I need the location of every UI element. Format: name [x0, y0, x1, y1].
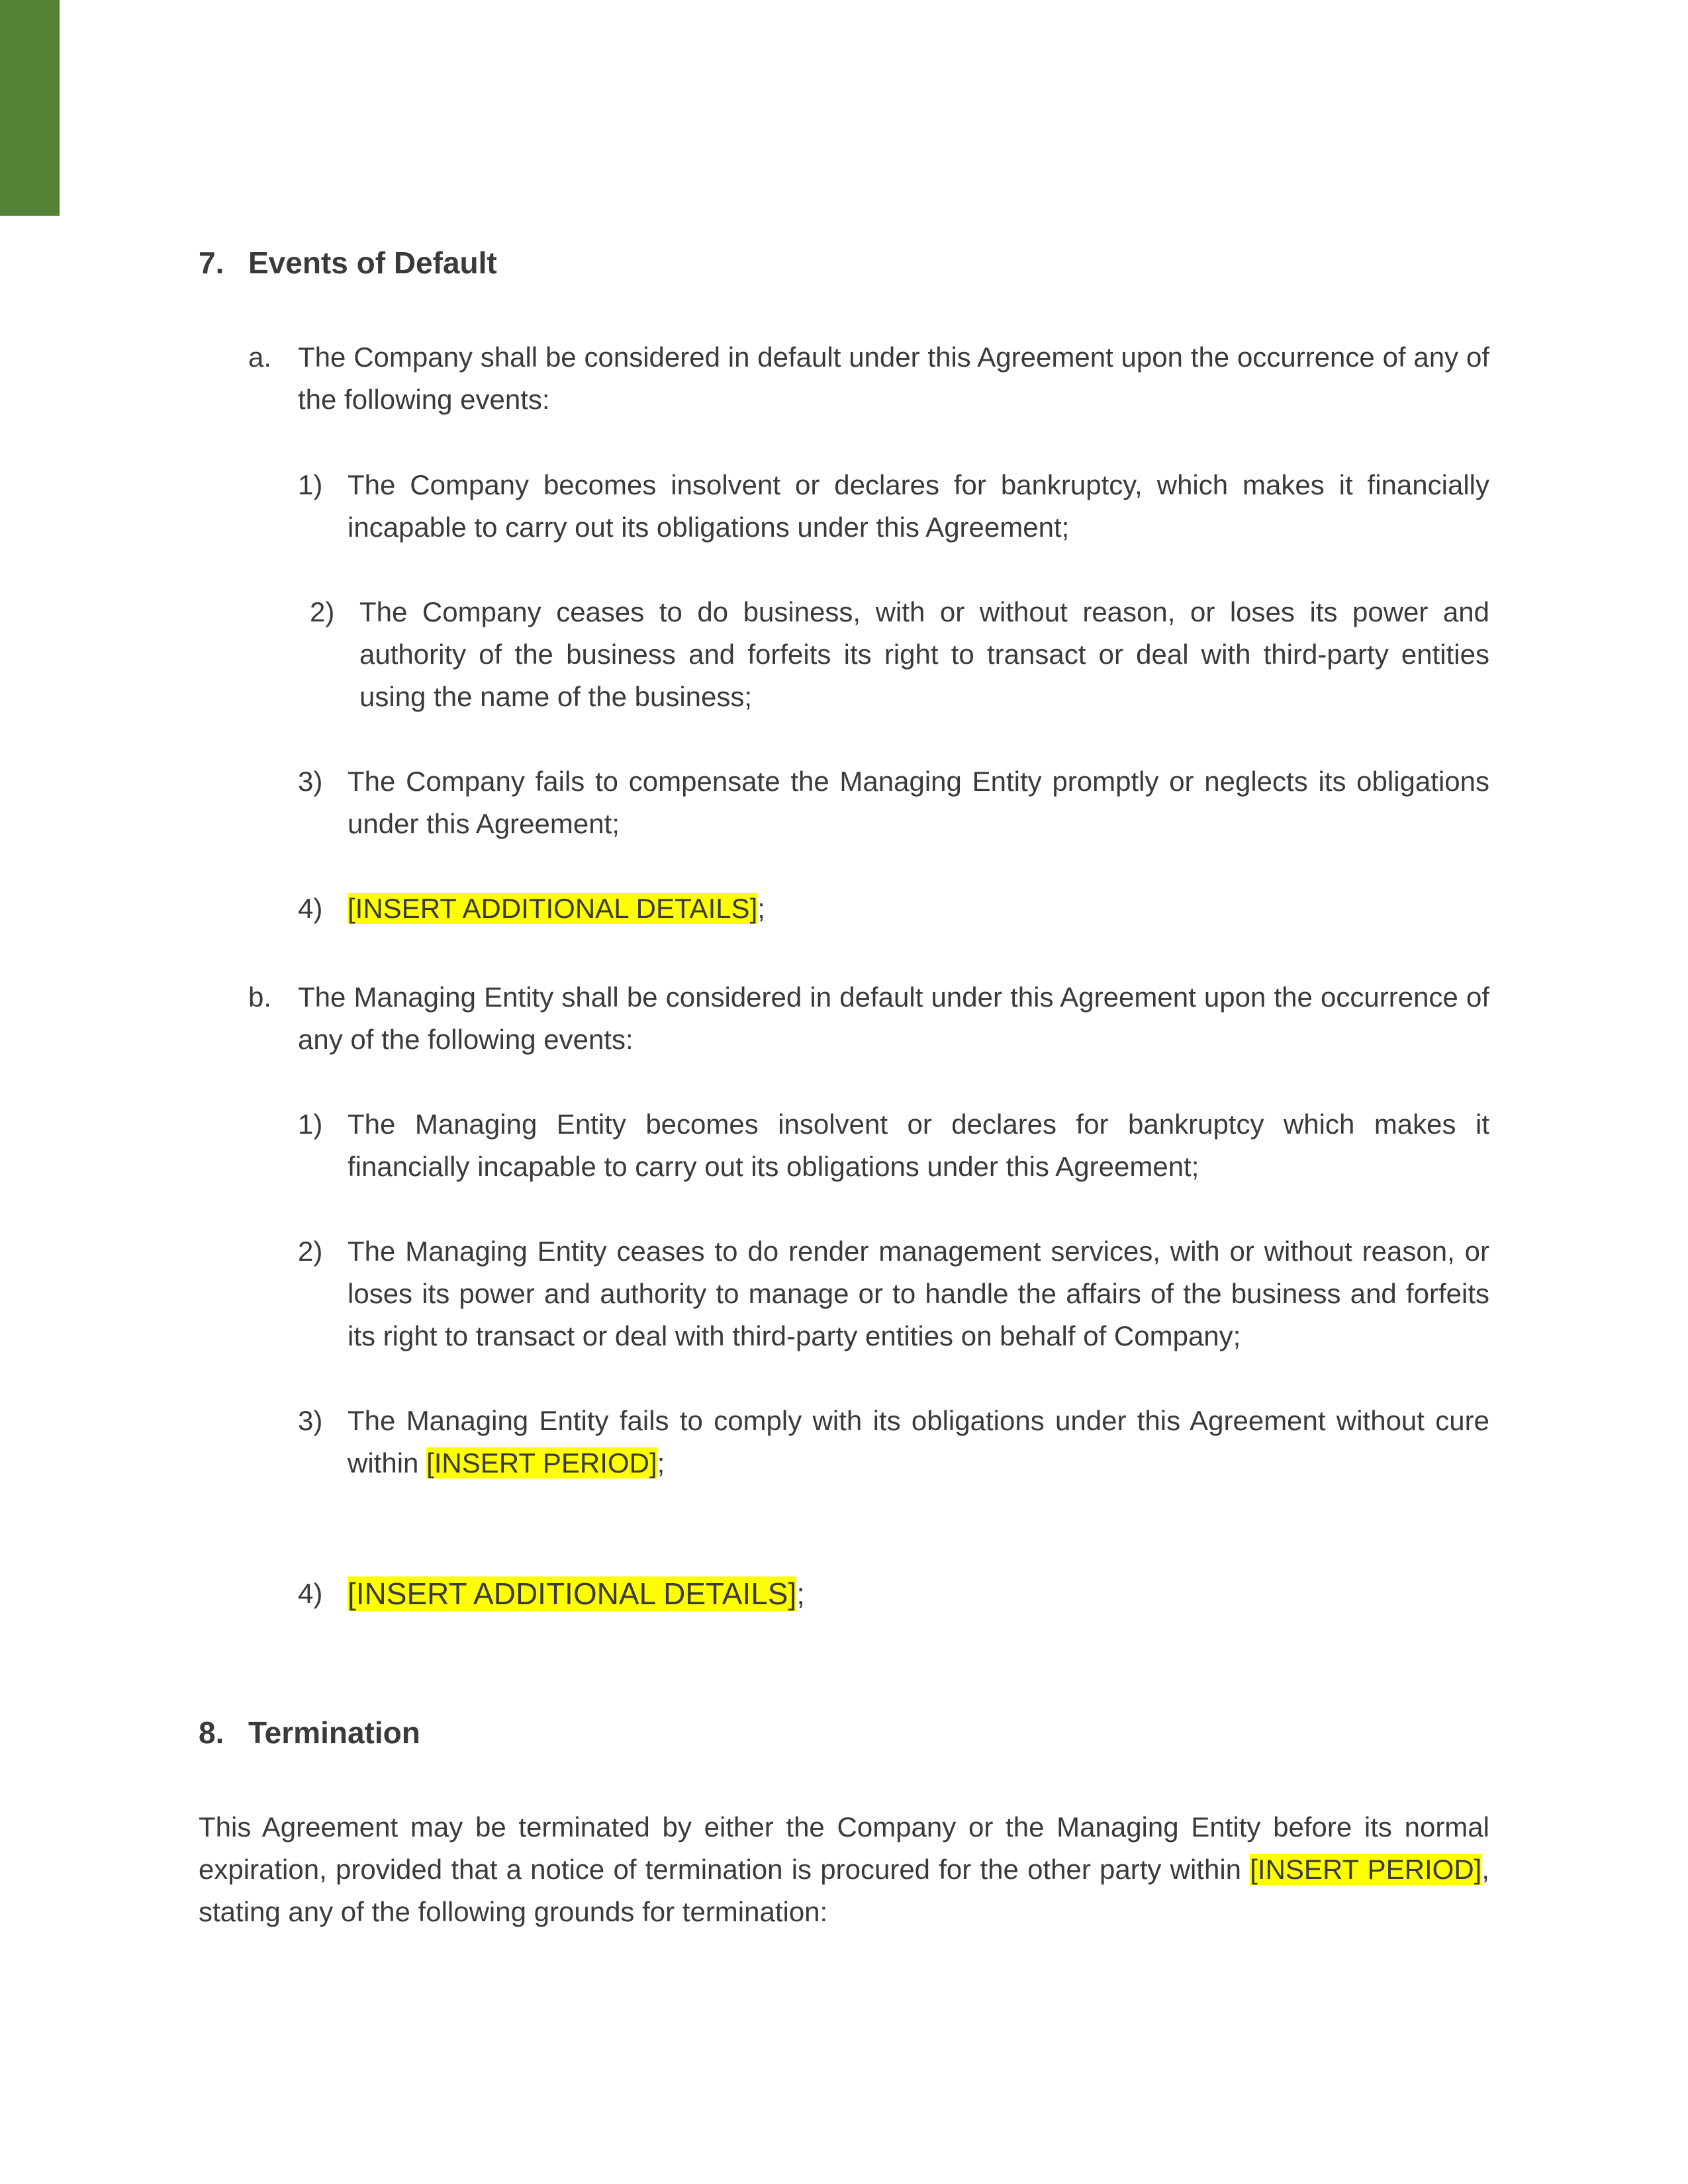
green-header-tab: [0, 0, 60, 216]
list-item-text: The Company fails to compensate the Managing Entity promptly or neglects its obligations under this Agreement;: [348, 766, 1489, 839]
termination-text-after: , stating any of the following grounds for termination:: [199, 1854, 1490, 1927]
insert-period-placeholder[interactable]: [INSERT PERIOD]: [426, 1447, 657, 1479]
list-marker: 3): [298, 1405, 323, 1436]
clause-7a-item-1: [298, 464, 1489, 549]
clause-7b-item-4: [298, 1572, 1489, 1615]
clause-7b-marker: b.: [248, 981, 272, 1013]
list-marker: 4): [298, 1578, 323, 1609]
list-marker: 3): [298, 766, 323, 797]
list-item-text: The Company becomes insolvent or declares for bankruptcy, which makes it financially incapable to carry out its obligations under this Agreement;: [348, 469, 1489, 543]
termination-text-before: This Agreement may be terminated by either the Company or the Managing Entity before its normal expiration, provided that a notice of termination is procured for the other party within: [199, 1811, 1489, 1885]
section-7-number: 7.: [199, 246, 224, 280]
clause-7a: [248, 336, 1489, 421]
clause-7b: [248, 976, 1489, 1061]
clause-7b-item-3: [298, 1400, 1489, 1484]
list-marker: 1): [298, 1109, 323, 1140]
list-marker: 1): [298, 469, 323, 500]
insert-details-placeholder[interactable]: [INSERT ADDITIONAL DETAILS]: [348, 893, 758, 924]
list-marker: 2): [298, 1236, 323, 1267]
list-item-text: The Managing Entity ceases to do render management services, with or without reason, or loses its power and authority to manage or to handle the affairs of the business and forfeits its right to transact or deal with third-party entities on behalf of Company;: [348, 1236, 1489, 1351]
termination-paragraph: [199, 1806, 1489, 1933]
list-marker: 2): [310, 596, 335, 627]
list-item-suffix: ;: [796, 1576, 806, 1611]
insert-details-placeholder[interactable]: [INSERT ADDITIONAL DETAILS]: [348, 1576, 797, 1611]
clause-7b-item-1: [298, 1103, 1489, 1188]
section-7-heading: [199, 245, 497, 281]
list-item-suffix: ;: [657, 1447, 665, 1479]
section-8-title: Termination: [248, 1715, 420, 1750]
list-item-text: The Managing Entity fails to comply with its obligations under this Agreement without cure within: [348, 1405, 1489, 1479]
clause-7a-item-4: [298, 887, 1489, 930]
clause-7a-item-3: [298, 760, 1489, 845]
insert-period-placeholder[interactable]: [INSERT PERIOD]: [1250, 1854, 1482, 1885]
section-8-heading: [199, 1715, 420, 1751]
clause-7a-intro: The Company shall be considered in default under this Agreement upon the occurrence of any of the following events:: [298, 341, 1489, 415]
clause-7a-marker: a.: [248, 341, 272, 373]
list-item-suffix: ;: [757, 893, 765, 924]
section-8-number: 8.: [199, 1715, 224, 1750]
clause-7b-item-2: [298, 1230, 1489, 1357]
list-marker: 4): [298, 893, 323, 924]
clause-7a-item-2: [310, 591, 1489, 718]
list-item-text: The Company ceases to do business, with or without reason, or loses its power and authority of the business and forfeits its right to transact or deal with third-party entities using the name of the business;: [359, 596, 1489, 712]
section-7-title: Events of Default: [248, 246, 497, 280]
list-item-text: The Managing Entity becomes insolvent or declares for bankruptcy which makes it financially incapable to carry out its obligations under this Agreement;: [348, 1109, 1489, 1182]
clause-7b-intro: The Managing Entity shall be considered in default under this Agreement upon the occurrence of any of the following events:: [298, 981, 1489, 1055]
